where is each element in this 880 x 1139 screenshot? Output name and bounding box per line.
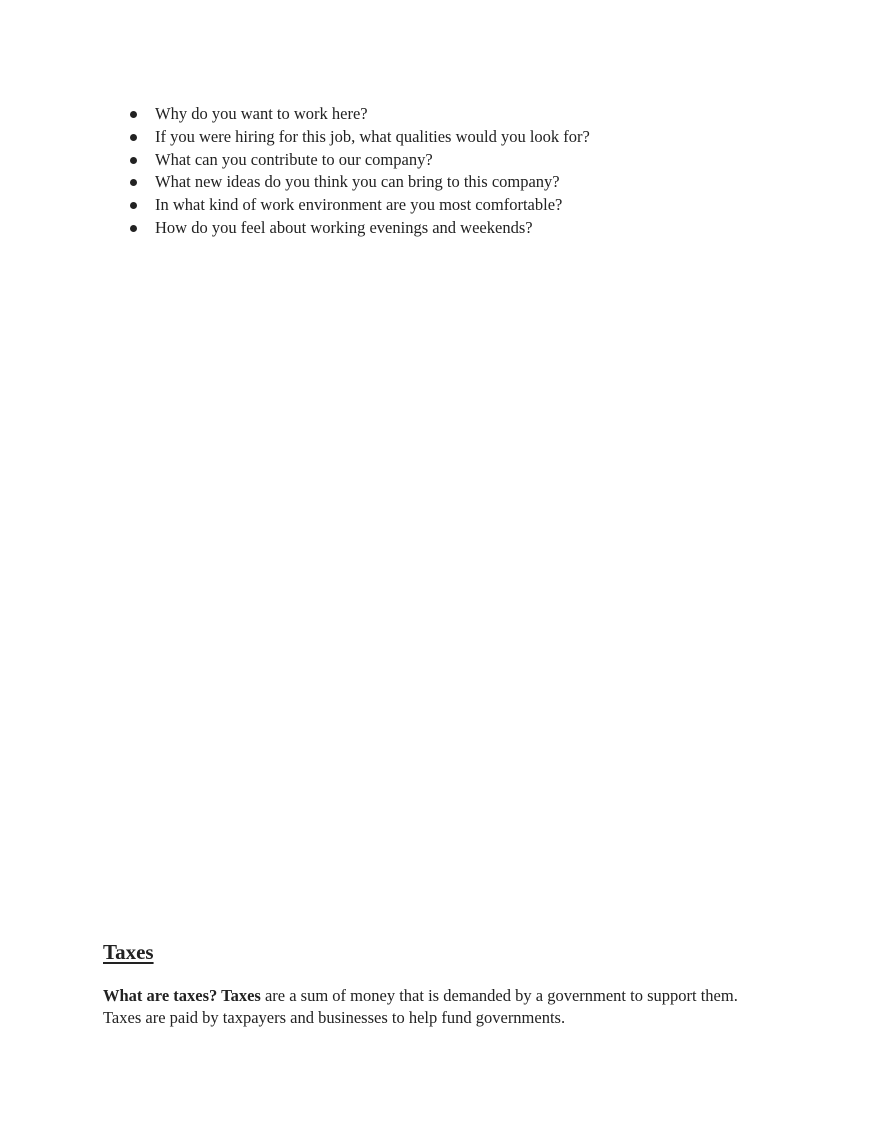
bullet-icon	[130, 202, 137, 209]
bullet-icon	[130, 225, 137, 232]
section-heading-taxes: Taxes	[103, 940, 154, 964]
paragraph-line1: are a sum of money that is demanded by a government to support them.	[260, 986, 738, 1005]
list-item	[128, 126, 590, 149]
list-item	[128, 149, 590, 172]
bold-lead: What are taxes? Taxes	[103, 986, 261, 1005]
list-item	[128, 194, 590, 217]
bullet-icon	[130, 179, 137, 186]
question-text: Why do you want to work here?	[155, 104, 368, 123]
taxes-paragraph	[103, 985, 803, 1029]
list-item	[128, 171, 590, 194]
question-text: In what kind of work environment are you most comfortable?	[155, 195, 563, 215]
paragraph-line2: Taxes are paid by taxpayers and businesses to help fund governments.	[103, 1008, 566, 1027]
question-text: How do you feel about working evenings and weekends?	[155, 217, 533, 237]
question-text: What can you contribute to our company?	[155, 149, 433, 169]
bullet-icon	[130, 111, 137, 118]
interview-questions-list	[128, 103, 590, 240]
bullet-icon	[130, 157, 137, 164]
bullet-icon	[130, 134, 137, 141]
question-text: If you were hiring for this job, what qualities would you look for?	[155, 126, 590, 146]
question-text: What new ideas do you think you can bring to this company?	[155, 172, 560, 192]
list-item	[128, 103, 590, 126]
list-item	[128, 217, 590, 240]
